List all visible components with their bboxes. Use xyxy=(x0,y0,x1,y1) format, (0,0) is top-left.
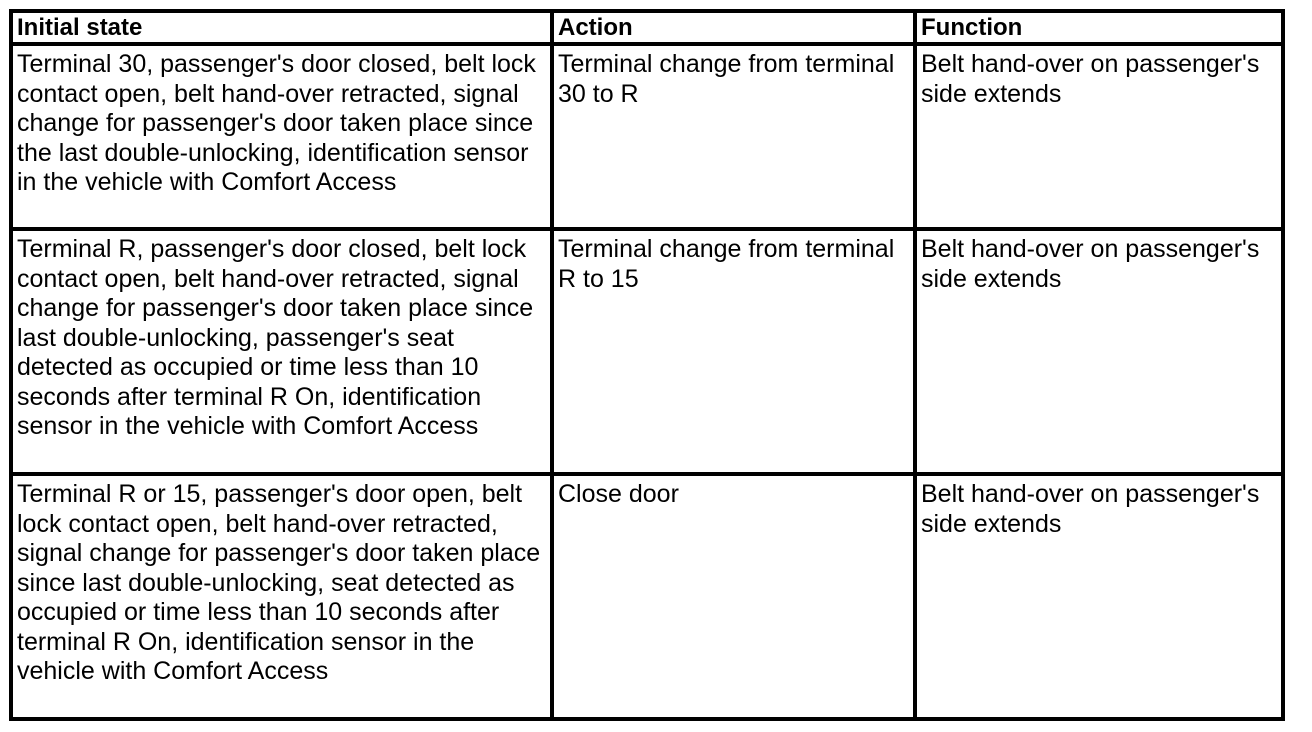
table-row xyxy=(11,229,1283,474)
header-function: Function xyxy=(915,11,1283,44)
cell-action: Close door xyxy=(552,474,915,719)
cell-initial-state: Terminal R or 15, passenger's door open, belt lock contact open, belt hand-over retracted, signal change for passenger's door taken place since last double-unlocking, seat detected as occupied or time less than 10 seconds after terminal R On, identification sensor in the vehicle with Comfort Access xyxy=(11,474,552,719)
cell-initial-state: Terminal 30, passenger's door closed, belt lock contact open, belt hand-over retracted, signal change for passenger's door taken place since the last double-unlocking, identification sensor in the vehicle with Comfort Access xyxy=(11,44,552,229)
table-header-row xyxy=(11,11,1283,44)
cell-function: Belt hand-over on passenger's side extends xyxy=(915,229,1283,474)
header-action: Action xyxy=(552,11,915,44)
cell-initial-state: Terminal R, passenger's door closed, belt lock contact open, belt hand-over retracted, signal change for passenger's door taken place since last double-unlocking, passenger's seat detected as occupied or time less than 10 seconds after terminal R On, identification sensor in the vehicle with Comfort Access xyxy=(11,229,552,474)
cell-function: Belt hand-over on passenger's side extends xyxy=(915,474,1283,719)
table-row xyxy=(11,44,1283,229)
function-table xyxy=(9,9,1285,721)
table-row xyxy=(11,474,1283,719)
cell-function: Belt hand-over on passenger's side extends xyxy=(915,44,1283,229)
cell-action: Terminal change from terminal R to 15 xyxy=(552,229,915,474)
cell-action: Terminal change from terminal 30 to R xyxy=(552,44,915,229)
header-initial-state: Initial state xyxy=(11,11,552,44)
